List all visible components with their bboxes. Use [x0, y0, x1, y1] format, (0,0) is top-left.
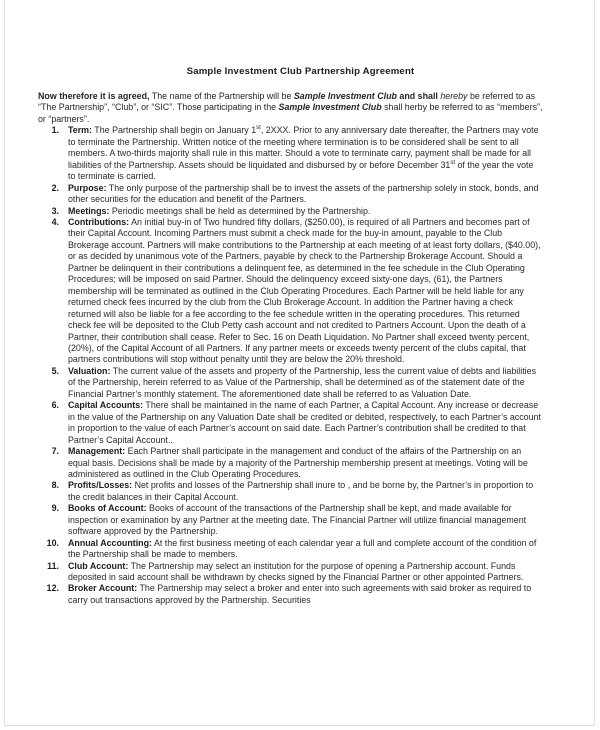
clause-text: There shall be maintained in the name of each Partner, a Capital Account. Any increase or decrease in the value of the Partnership on any Valuation Date shall be credited or debited, respectively, to each Partner’s account in proportion to the value of each Partner’s account on said date. Each Partner’s contribution shall be credited to that Partner’s Capital Account.. [68, 400, 541, 445]
clause-number: 2. [51, 182, 59, 193]
clause-item-2 [38, 183, 543, 206]
clause-number: 10. [46, 537, 59, 548]
clause-item-8 [38, 480, 543, 503]
club-name-second: Sample Investment Club [278, 102, 382, 113]
clause-text: The Partnership may select a broker and enter into such agreements with said broker as required to carry out transactions approved by the Partnership. Securities [68, 583, 532, 605]
clause-number: 9. [51, 503, 59, 514]
clause-text: The only purpose of the partnership shall be to invest the assets of the partnership solely in stock, bonds, and other securities for the education and benefit of the Partners. [68, 182, 539, 205]
clause-item-11 [38, 561, 543, 584]
clause-text-c: of the year the vote to terminate is carried. [68, 159, 534, 182]
clause-heading: Purpose: [68, 182, 107, 193]
clause-heading: Annual Accounting: [68, 537, 152, 548]
clause-text: An initial buy-in of Two hundred fifty dollars, ($250.00), is required of all Partners and becomes part of their Capital Account. Incoming Partners must submit a check made for the buy-in amount, payable to the Club Brokerage account. Partners will make contributions to the Partnership at each meeting of at least forty dollars, ($40.00), or as decided by unanimous vote of the Partners, payable by check to the Partnership Brokerage Account. Should a Partner be delinquent in their contributions a delinquent fee, as determined in the fee schedule in the Club Operating Procedures; will be imposed on said Partner. Should the delinquency exceed sixty-one days, (61), the Partners membership will be terminated as outlined in the Club Operating Procedures. Each Partner will be held liable for any returned check fees incurred by the club from the Club Brokerage Account. In addition the Partner having a check returned will also be liable for a fee according to the fee schedule written in the operating procedures. This returned check fee will be deposited to the Club Petty cash account and not credited to Partners Account. Upon the death of a Partner, their contribution shall cease. Refer to Sec. 16 on Death Liquidation. No Partner shall exceed twenty percent, (20%), of the Capital Account of all Partners. If any partner meets or exceeds twenty percent of the clubs capital, that partners contributions will stop without penalty until they are below the 20% threshold. [68, 216, 541, 365]
clause-heading: Profits/Losses: [68, 480, 133, 491]
clause-number: 1. [51, 125, 59, 136]
intro-lead: Now therefore it is agreed, [38, 91, 150, 101]
clause-list [38, 125, 543, 606]
clause-number: 3. [51, 205, 59, 216]
clause-item-3 [38, 206, 543, 217]
clause-text: Books of account of the transactions of the Partnership shall be kept, and made available for inspection or examination by any Partner at the meeting date. The Financial Partner will utilize financial management software approved by the Partnership. [68, 503, 527, 537]
document-page [4, 0, 595, 726]
clause-number: 12. [46, 583, 59, 594]
clause-heading: Term: [68, 125, 92, 136]
clause-text-a: The Partnership shall begin on January 1 [92, 125, 257, 136]
clause-item-10 [38, 538, 543, 561]
clause-item-6 [38, 400, 543, 446]
clause-heading: Broker Account: [68, 583, 138, 594]
clause-text: The Partnership may select an institution for the purpose of opening a Partnership account. Funds deposited in said account shall be withdrawn by checks signed by the Financial Partner or other appointed Partners. [68, 560, 524, 583]
clause-item-7 [38, 446, 543, 480]
intro-part3: be referred to as “The Partnership”, “Club”, or “SIC”. Those participating in the [38, 91, 536, 113]
intro-hereby: hereby [440, 91, 468, 101]
clause-item-9 [38, 503, 543, 537]
clause-number: 6. [51, 400, 59, 411]
clause-text: The current value of the assets and property of the Partnership, less the current value of debts and liabilities of the Partnership, herein referred to as Value of the Partnership, shall be determined as of the statement date of the Financial Partner’s monthly statement. The aforementioned date shall be referred to as Valuation Date. [68, 365, 537, 399]
clause-heading: Contributions: [68, 216, 130, 227]
clause-number: 7. [51, 446, 59, 457]
clause-text-b: , 2XXX. Prior to any anniversary date thereafter, the Partners may vote to terminate the Partnership. Written notice of the meeting where termination is to be considered shall be sent to all members. A two-thirds majority shall rule in this matter. Should a vote to terminate carry, payment shall be made for all liabilities of the Partnership. Assets should be liquidated and disbursed by or before December 31 [68, 125, 539, 170]
clause-text: Periodic meetings shall be held as determined by the Partnership. [109, 205, 371, 216]
page-title: Sample Investment Club Partnership Agreement [186, 66, 415, 77]
intro-part1: The name of the Partnership will be [149, 91, 294, 101]
clause-heading: Management: [68, 446, 126, 457]
intro-part2: and shall [396, 91, 441, 101]
clause-text: Net profits and losses of the Partnership shall inure to , and be borne by, the Partner’s in proportion to the credit balances in their Capital Account. [68, 480, 534, 502]
clause-number: 4. [51, 216, 59, 227]
clause-heading: Meetings: [68, 205, 110, 216]
intro-paragraph [38, 91, 543, 125]
club-name-first: Sample Investment Club [293, 91, 397, 101]
ordinal-suffix-begin: st [256, 125, 261, 132]
clause-heading: Books of Account: [68, 503, 147, 514]
clause-heading: Valuation: [68, 365, 111, 376]
clause-number: 11. [47, 560, 59, 571]
clause-text: At the first business meeting of each calendar year a full and complete account of the condition of the Partnership shall be made to members. [68, 537, 537, 560]
clause-heading: Club Account: [68, 560, 129, 571]
clause-item-4 [38, 217, 543, 366]
clause-number: 5. [51, 365, 59, 376]
clause-heading: Capital Accounts: [68, 400, 144, 411]
clause-item-12 [38, 583, 543, 606]
clause-item-5 [38, 366, 543, 400]
ordinal-suffix-end: st [450, 159, 456, 166]
clause-number: 8. [51, 480, 59, 491]
clause-item-1 [38, 125, 543, 182]
document-body [38, 91, 543, 606]
intro-part4: shall herby be referred to as “members”, or “partners”. [38, 102, 543, 124]
clause-text: Each Partner shall participate in the management and conduct of the affairs of the Partnership on an equal basis. Decisions shall be made by a majority of the Partnership membership present at meetings. Voting will be administered as outlined in the Club Operating Procedures. [68, 446, 528, 479]
